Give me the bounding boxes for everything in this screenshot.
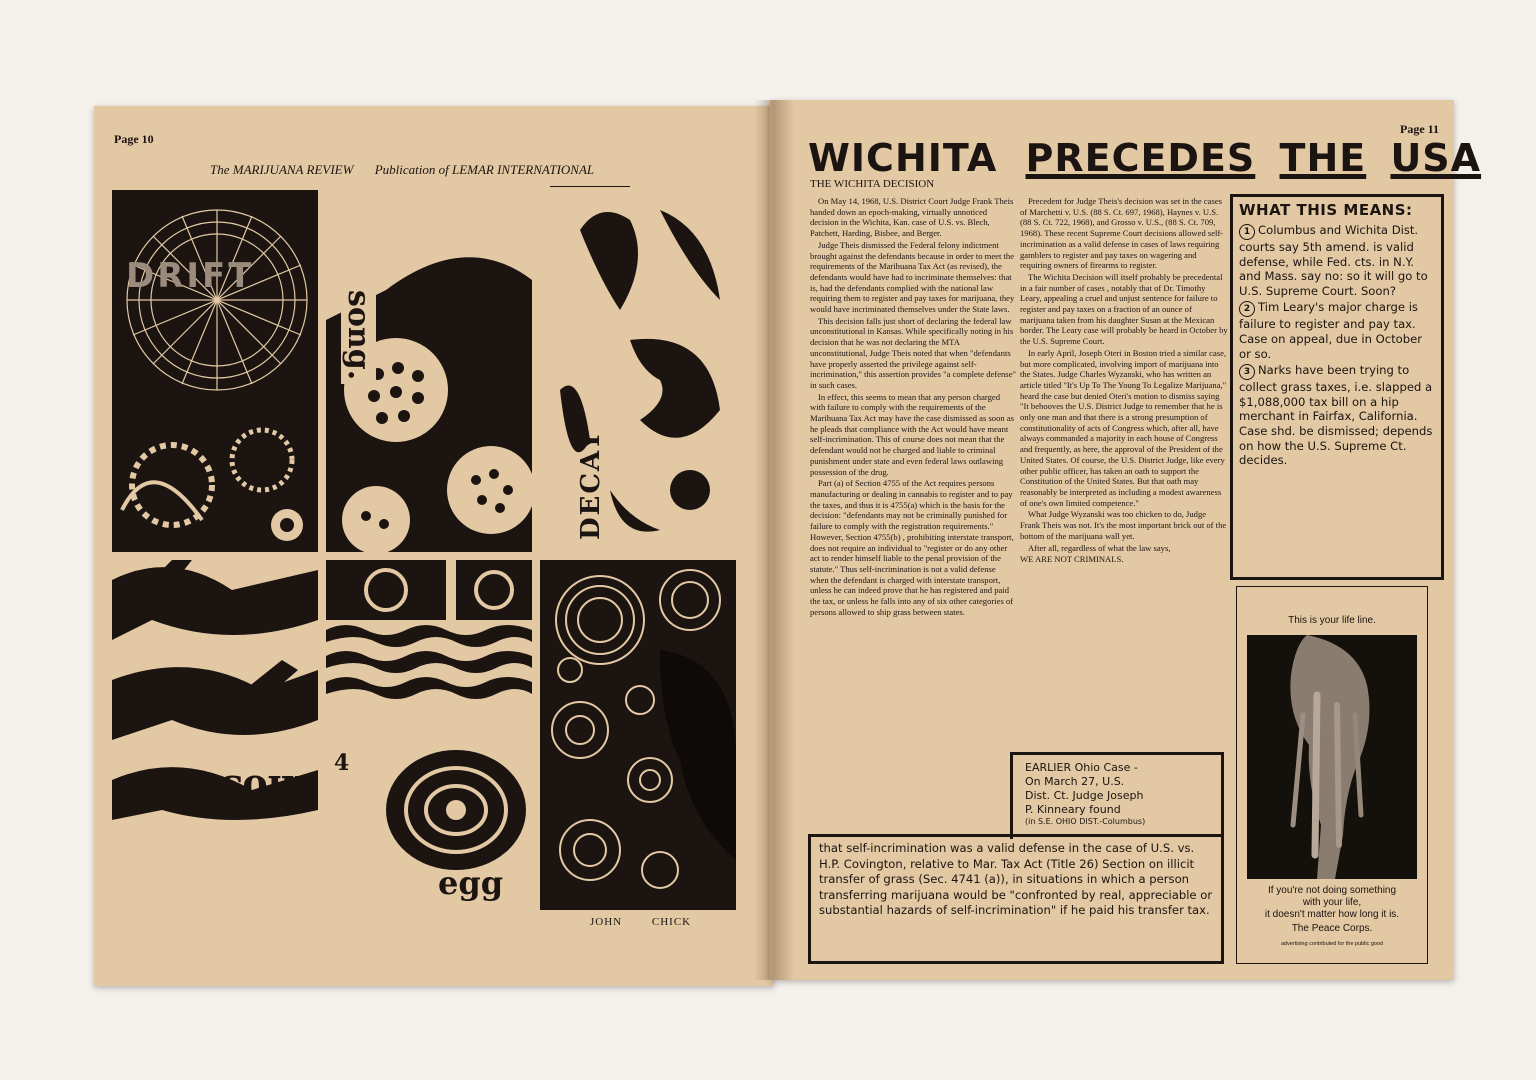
col2-closing: WE ARE NOT CRIMINALS. [1020, 554, 1124, 565]
ad-line-3: it doesn't matter how long it is. [1264, 909, 1400, 920]
running-head [210, 162, 612, 178]
artist-first-name: JOHN [590, 916, 623, 928]
ohio-case-body: that self-incrimination was a valid defense in the case of U.S. vs. H.P. Covington, relative to Mar. Tax Act (Title 26) Section on illicit transfer of grass (Sec. 4741 (a)), in situations in which a person transferring marijuana would be "confronted by real, appreciable or substantial hazards of self-incrimination" if he paid his transfer tax. [819, 841, 1213, 917]
art-panel-egg [326, 560, 532, 918]
ad-line-4: The Peace Corps. [1291, 923, 1373, 934]
ohio-case-lead [1025, 761, 1215, 827]
means-item-2 [1239, 300, 1435, 361]
means-item-1 [1239, 223, 1435, 298]
means-item-3 [1239, 363, 1435, 468]
art-panel-4-word: 4 [334, 750, 350, 776]
running-head-title: The MARIJUANA REVIEW [210, 162, 354, 177]
art-panel-decay-word: DECAY [576, 429, 606, 540]
peace-corps-ad [1236, 586, 1428, 964]
ohio-case-header-box [1010, 752, 1224, 839]
means-item-1-text: Columbus and Wichita Dist. courts say 5th amend. is valid defense, while Fed. cts. in N.Y. and Mass. say no: so it will go to U.S. Supreme Court. Soon? [1239, 223, 1428, 298]
col2-para-4: What Judge Wyzanski was too chicken to do, Judge Frank Theis was not. It's the most important brick out of the bottom of the marijuana wall yet. [1020, 509, 1227, 541]
ad-line-1: If you're not doing something [1267, 885, 1397, 896]
col1-para-3: This decision falls just short of declaring the federal law unconstitutional in Kansas. While specifically noting in his decision that he was not declaring the MTA unconstitutional, Judge Theis noted that when "defendants have properly asserted the privilege against self-incrimination," this assertion provides "a complete defense" in such cases. [810, 315, 1016, 390]
headline-word-3: THE [1279, 136, 1367, 180]
col1-para-2: Judge Theis dismissed the Federal felony indictment brought against the defendants because in order to meet the requirements of the Marihuana Tax Act (as revised), the defendants would have had to incriminate themselves: that is, had the defendants complied with the national law requiring them to register and pay taxes for marijuana, they would have incriminated themselves under the State laws. [810, 239, 1015, 315]
col2-para-2: The Wichita Decision will itself probably be precedental in a fair number of cases , notably that of Dr. Timothy Leary, appealing a cruel and unjust sentence for failure to register and pay taxes on a fraction of an ounce of marijuana taken from his daughter Susan at the Mexican border. The Leary case will probably be heard in October by the U.S. Supreme Court. [1020, 271, 1228, 347]
left-page [94, 106, 774, 986]
ad-line-2: with your life, [1302, 897, 1362, 908]
art-panel-decay [540, 190, 736, 552]
ad-copy [1237, 885, 1427, 950]
col1-para-5: Part (a) of Section 4755 of the Act requires persons manufacturing or dealing in cannabis to register and to pay the taxes, and thus it is 4755(a) which is the basis for the decision: "defendants may not be criminally punished for failure to comply with the registration requirements." However, Section 4755(b) , prohibiting interstate transport, does not require an individual to "register or do any other act to render himself liable to the penal provision of the statute." Thus self-incrimination is not a valid defense when the defendant is charged with interstate transport, unless he can indeed prove that he has registered and paid the tax, or unless he falls into any of six other categories of persons allowed to ship grass between states. [810, 478, 1014, 617]
means-item-3-text: Narks have been trying to collect grass taxes, i.e. slapped a $1,088,000 tax bill on a hip merchant in Fairfax, California. Case shd. be dismissed; depends on how the U.S. Supreme Ct. decides. [1239, 363, 1433, 468]
art-panel-drift [112, 190, 318, 552]
page-number-right: Page 11 [1400, 122, 1439, 136]
headline-word-1: WICHITA [808, 136, 998, 180]
magazine-spread [94, 100, 1482, 980]
art-panel-drift-word: DRIFT [126, 256, 255, 296]
article-column-1 [810, 196, 1016, 618]
what-this-means-title: WHAT THIS MEANS: [1239, 201, 1413, 219]
what-this-means-box [1230, 194, 1444, 580]
art-panel-song [326, 190, 532, 552]
col2-para-1: Precedent for Judge Theis's decision was set in the cases of Marchetti v. U.S. (88 S. Ct. 697, 1968), Haynes v. U.S. (88 S. Ct. 722, 1968), and Grosso v. U.S., (88 S. Ct. 709, 1968). These recent Supreme Court decisions allowed self-incrimination as a valid defense in cases of laws requiring gamblers to register and pay taxes on wagering and requiring owners of firearms to register. [1020, 196, 1224, 271]
article-subhead: THE WICHITA DECISION [810, 178, 935, 190]
running-head-rule [550, 186, 630, 187]
ad-tagline: This is your life line. [1288, 615, 1376, 626]
art-panel-mosaic [112, 560, 318, 918]
headline-word-4: USA [1390, 136, 1482, 180]
ohio-line-4: P. Kinneary found [1025, 803, 1121, 816]
ohio-case-body-box [808, 834, 1224, 964]
art-panel-egg-word: egg [438, 864, 504, 902]
ad-fine-print: advertising contributed for the public good [1280, 941, 1384, 947]
col2-para-3: In early April, Joseph Oteri in Boston tried a similar case, but more complicated, involving import of marijuana into the States. Judge Charles Wyzanski, who has written an article titled "It's Up To The Young To Legalize Marijuana," heard the case but denied Oteri's motion to dismiss saying "It behooves the U.S. District Judge to remember that he is only one man and that there is a strong presumption of constitutionality of acts of Congress which, after all, have always commanded a majority in each house of Congress and frequently, as here, the approval of the President of the United States. Of course, the U.S. District Judge, like every other public officer, has taken an oath to support the Constitution of the United States. But that oath may reasonably be interpreted as including a modest awareness of one's own limited competence." [1020, 347, 1227, 508]
artist-last-name: CHICK [651, 916, 692, 928]
means-item-1-number: 1 [1239, 224, 1255, 240]
means-item-2-text: Tim Leary's major charge is failure to register and pay tax. Case on appeal, due in October or so. [1239, 300, 1423, 361]
col1-para-1: On May 14, 1968, U.S. District Court Judge Frank Theis handed down an epoch-making, virtually unnoticed decision in the Wichita, Kan. case of U.S. vs. Blech, Patchett, Harding, Bisbee, and Berger. [810, 196, 1014, 239]
right-page [770, 100, 1482, 980]
artist-credit [590, 916, 717, 928]
page-number-left: Page 10 [114, 132, 154, 146]
art-panel-swirl [540, 560, 736, 910]
art-panel-mosaic-word: mosaic [158, 767, 308, 812]
ohio-aside: (in S.E. OHIO DIST.-Columbus) [1025, 817, 1146, 826]
ohio-line-1: EARLIER Ohio Case - [1025, 761, 1138, 774]
headline-word-2: PRECEDES [1025, 136, 1256, 180]
article-column-2 [1020, 196, 1228, 566]
running-head-publisher: Publication of LEMAR INTERNATIONAL [374, 162, 595, 177]
art-panel-song-word: song. [341, 286, 376, 384]
means-item-2-number: 2 [1239, 301, 1255, 317]
spread-gutter [754, 100, 794, 980]
means-item-3-number: 3 [1239, 364, 1255, 380]
ohio-line-3: Dist. Ct. Judge Joseph [1025, 789, 1144, 802]
col1-para-4: In effect, this seems to mean that any person charged with failure to comply with the requirements of the Marihuana Tax Act may have the case dismissed as soon as he pleads that compliance with the Act would have meant self-incrimination. This of course does not mean that the defendant would not be charged and liable to criminal punishment under state and even federal laws outlawing possession of the drug. [810, 391, 1015, 477]
ohio-line-2: On March 27, U.S. [1025, 775, 1125, 788]
ad-hand-photo [1247, 635, 1417, 879]
headline [808, 136, 1481, 180]
col2-para-5: After all, regardless of what the law says, [1028, 542, 1171, 553]
